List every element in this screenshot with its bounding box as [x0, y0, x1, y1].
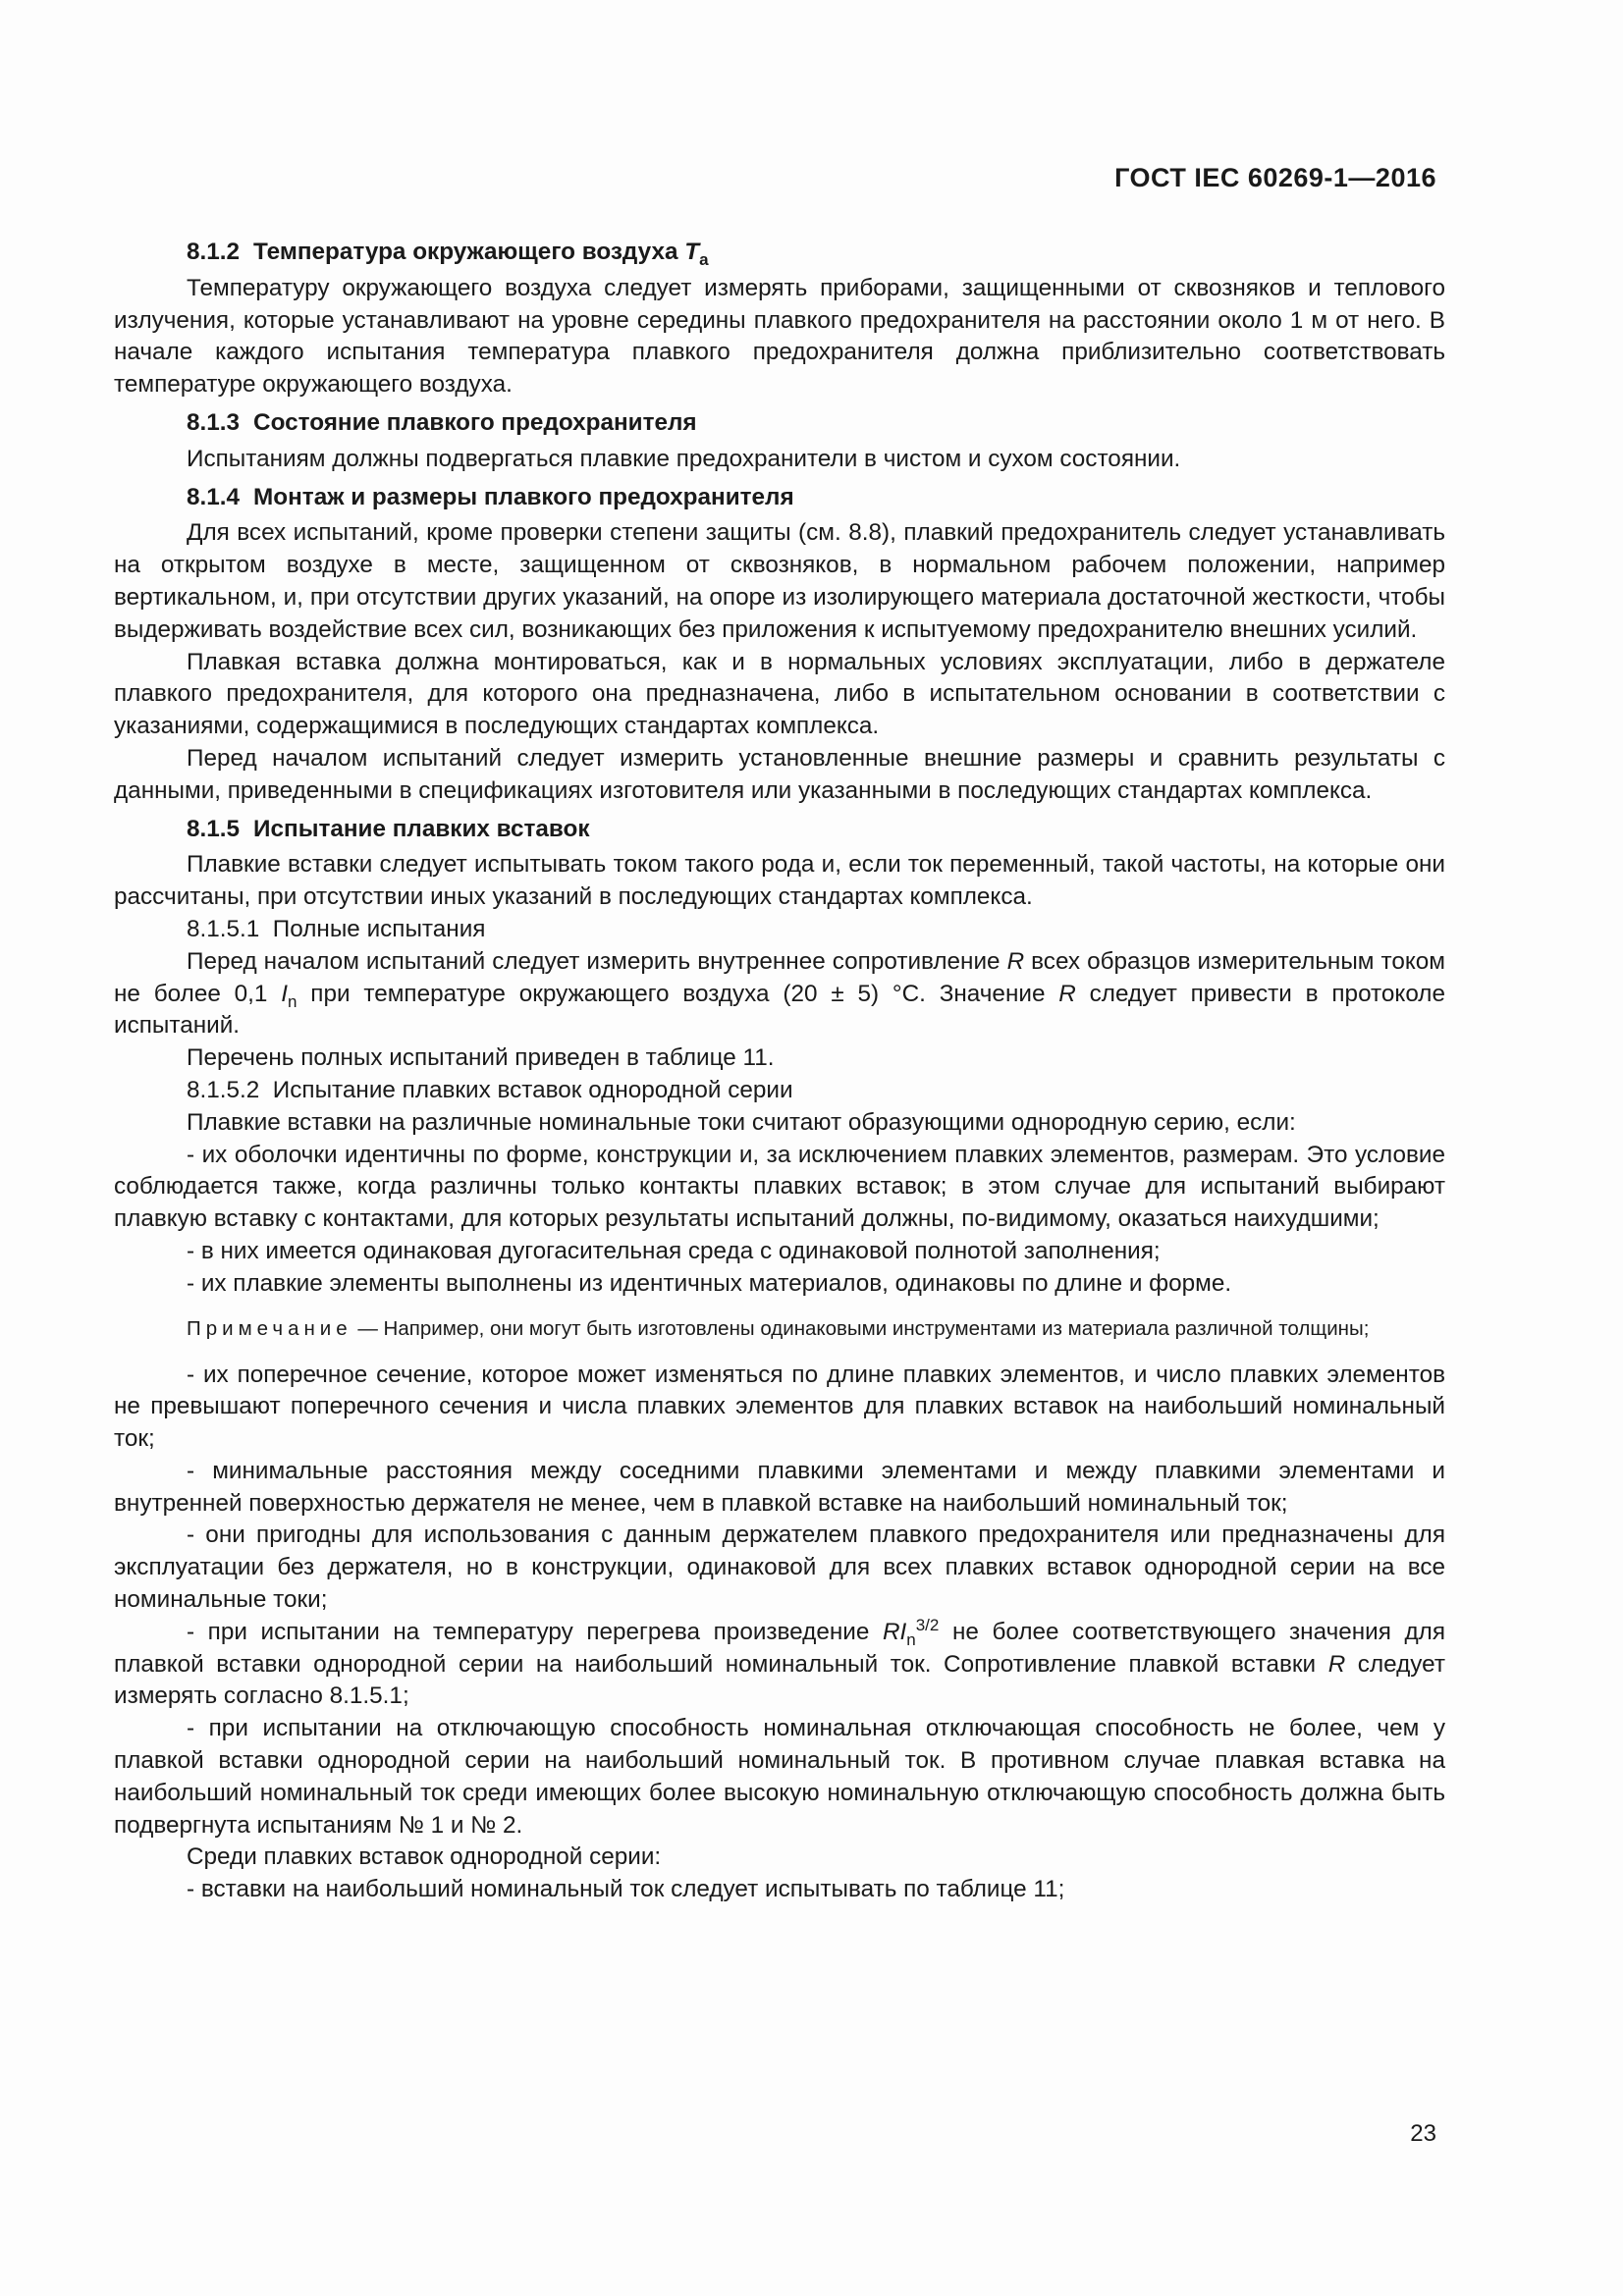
subsection-title-8-1-5-2: 8.1.5.2 Испытание плавких вставок однородной серии	[187, 1076, 793, 1103]
section-title: Температура окружающего воздуха	[253, 239, 685, 265]
paragraph: Плавкие вставки следует испытывать током такого рода и, если ток переменный, такой частоты, на которые они рассчитаны, при отсутствии иных указаний в последующих стандартах комплекса.	[114, 851, 1445, 911]
list-item: - они пригодны для использования с данным держателем плавкого предохранителя или предназначены для эксплуатации без держателя, но в конструкции, одинаковой для всех плавких вставок однородной серии на все номинальные токи;	[114, 1522, 1445, 1614]
paragraph: Испытаниям должны подвергаться плавкие предохранители в чистом и сухом состоянии.	[187, 445, 1181, 472]
symbol-ri: RI	[882, 1618, 907, 1645]
section-title: Монтаж и размеры плавкого предохранителя	[253, 483, 794, 510]
list-item: - при испытании на отключающую способность номинальная отключающая способность не более, чем у плавкой вставки однородной серии на наибольший номинальный ток. В противном случае плавкая вставка на наибольший номинальный ток среди имеющих более высокую номинальную отключающую способность должна быть подвергнута испытаниям № 1 и № 2.	[114, 1715, 1445, 1839]
paragraph: Температуру окружающего воздуха следует измерять приборами, защищенными от сквозняков и теплового излучения, которые устанавливают на уровне середины плавкого предохранителя на расстоянии около 1 м от него. В начале каждого испытания температура плавкого предохранителя должна приблизительно соответствовать температуре окружающего воздуха.	[114, 274, 1445, 399]
symbol-i: I	[281, 980, 289, 1007]
symbol-r: R	[1327, 1650, 1346, 1678]
list-item: - минимальные расстояния между соседними плавкими элементами и между плавкими элементами и внутренней поверхностью держателя не менее, чем в плавкой вставке на наибольший номинальный ток;	[114, 1457, 1445, 1517]
section-number: 8.1.2	[187, 239, 241, 265]
subsection-title-8-1-5-1: 8.1.5.1 Полные испытания	[187, 915, 486, 942]
section-number: 8.1.3	[187, 408, 241, 436]
document-id-header: ГОСТ IEC 60269-1—2016	[1114, 163, 1436, 192]
text-run: Перед началом испытаний следует измерить внутреннее сопротивление	[187, 947, 1007, 975]
symbol-exponent: 3/2	[915, 1615, 940, 1634]
list-item	[114, 1617, 1445, 1713]
page-number: 23	[1410, 2120, 1436, 2147]
note-label: Примечание	[187, 1316, 352, 1340]
list-item: - вставки на наибольший номинальный ток следует испытывать по таблице 11;	[187, 1876, 1065, 1903]
paragraph: Перед началом испытаний следует измерить установленные внешние размеры и сравнить результаты с данными, приведенными в спецификациях изготовителя или указанными в последующих стандартах комплекса.	[114, 744, 1445, 804]
section-number: 8.1.4	[187, 483, 241, 510]
section-title: Состояние плавкого предохранителя	[253, 408, 697, 436]
list-item: - их плавкие элементы выполнены из идентичных материалов, одинаковы по длине и форме.	[187, 1269, 1232, 1297]
symbol-subscript: n	[288, 991, 298, 1011]
paragraph: Перечень полных испытаний приведен в таблице 11.	[187, 1044, 775, 1072]
paragraph: Плавкие вставки на различные номинальные токи считают образующими однородную серию, если:	[187, 1108, 1296, 1136]
symbol-r: R	[1006, 947, 1025, 975]
paragraph: Для всех испытаний, кроме проверки степени защиты (см. 8.8), плавкий предохранитель следует устанавливать на открытом воздухе в месте, защищенном от сквозняков, в нормальном рабочем положении, например вертикальном, и, при отсутствии других указаний, на опоре из изолирующего материала достаточной жесткости, чтобы выдерживать воздействие всех сил, возникающих без приложения к испытуемому предохранителю внешних усилий.	[114, 519, 1445, 643]
symbol-subscript: a	[699, 249, 709, 269]
section-heading-8-1-4	[114, 482, 1445, 514]
text-run: не более соответствующего значения для плавкой вставки однородной серии на наибольший номинальный ток. Сопротивление плавкой вставки	[114, 1618, 1445, 1678]
list-item: - их оболочки идентичны по форме, конструкции и, за исключением плавких элементов, размерам. Это условие соблюдается также, когда различны только контакты плавких вставок; в этом случае для испытаний выбирают плавкую вставку с контактами, для которых результаты испытаний должны, по-видимому, оказаться наихудшими;	[114, 1141, 1445, 1233]
section-heading-8-1-2	[114, 237, 1445, 269]
text-run: всех образцов измерительным током не более 0,1	[114, 947, 1445, 1007]
document-body	[114, 231, 1445, 1906]
text-run: - при испытании на температуру перегрева произведение	[187, 1618, 883, 1645]
symbol-r: R	[1058, 980, 1076, 1007]
text-run: следует измерять согласно 8.1.5.1;	[114, 1650, 1445, 1710]
section-title: Испытание плавких вставок	[253, 815, 590, 842]
paragraph: Плавкая вставка должна монтироваться, как и в нормальных условиях эксплуатации, либо в держателе плавкого предохранителя, для которого она предназначена, либо в испытательном основании в соответствии с указаниями, содержащимися в последующих стандартах комплекса.	[114, 648, 1445, 740]
section-heading-8-1-3	[114, 407, 1445, 440]
note	[114, 1314, 1445, 1344]
text-run: следует привести в протоколе испытаний.	[114, 980, 1445, 1040]
symbol-subscript: n	[906, 1629, 916, 1649]
list-item: - в них имеется одинаковая дугогасительная среда с одинаковой полнотой заполнения;	[187, 1237, 1161, 1264]
section-heading-8-1-5	[114, 814, 1445, 846]
note-text: — Например, они могут быть изготовлены одинаковыми инструментами из материала различной толщины;	[352, 1316, 1370, 1340]
symbol-t: T	[684, 239, 700, 265]
section-number: 8.1.5	[187, 815, 241, 842]
list-item: - их поперечное сечение, которое может изменяться по длине плавких элементов, и число плавких элементов не превышают поперечного сечения и числа плавких элементов для плавких вставок на наибольший номинальный ток;	[114, 1361, 1445, 1453]
paragraph-resistance	[114, 946, 1445, 1042]
text-run: при температуре окружающего воздуха (20 ± 5) °С. Значение	[297, 980, 1059, 1007]
paragraph: Среди плавких вставок однородной серии:	[187, 1843, 662, 1871]
